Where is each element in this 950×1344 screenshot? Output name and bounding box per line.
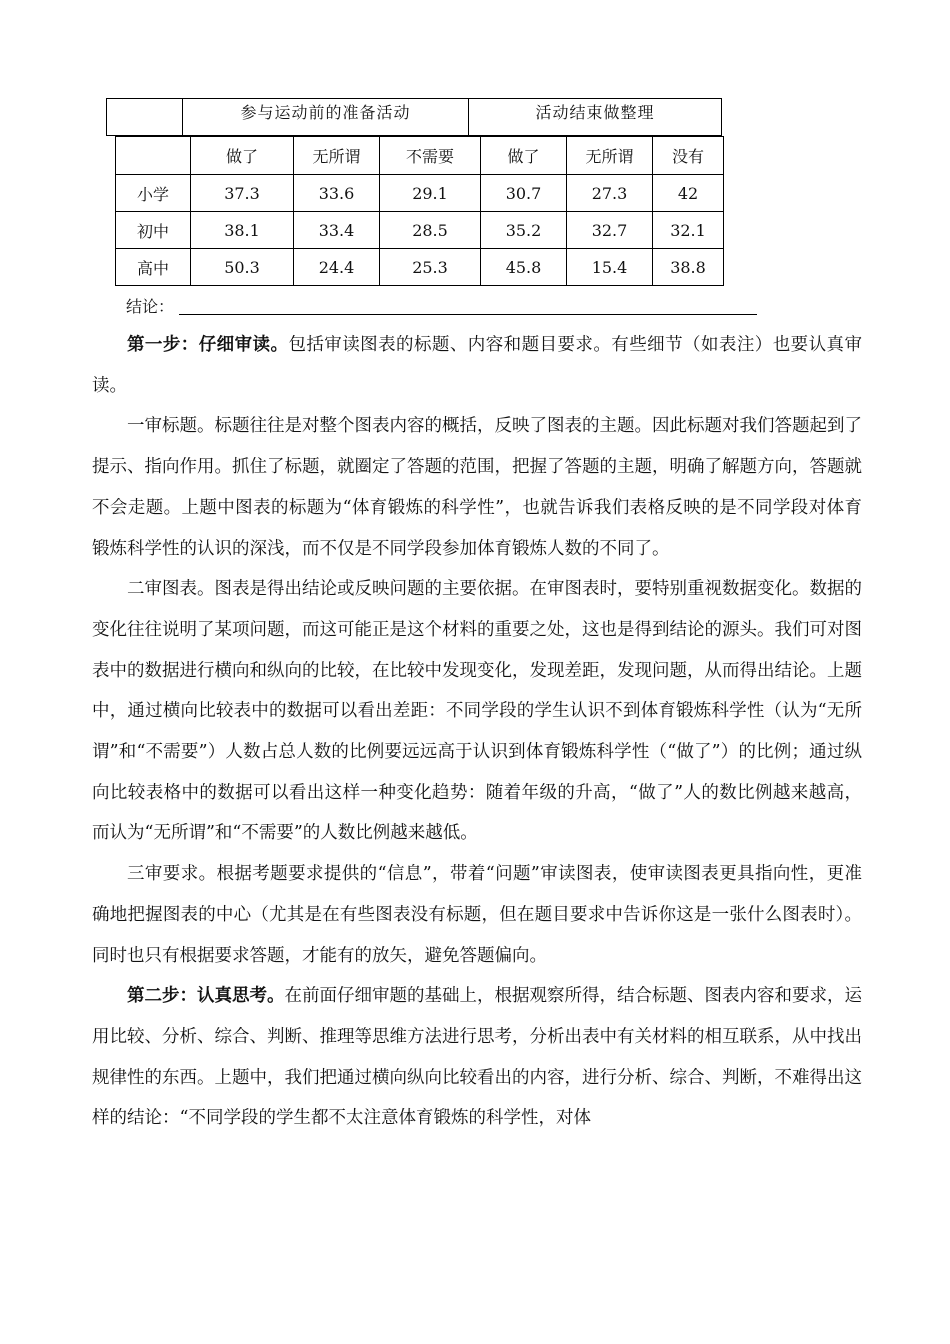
table-cell: 50.3 [191,249,294,286]
table-group-header-warmup: 参与运动前的准备活动 [183,99,469,135]
paragraph-lead: 第二步：认真思考。 [127,986,285,1007]
table-cell: 38.8 [653,249,724,286]
table-cell: 29.1 [380,175,481,212]
table-cell: 32.7 [567,212,653,249]
table-group-header-cooldown: 活动结束做整理 [535,103,655,122]
survey-table [115,136,724,286]
paragraph-lead: 第一步：仔细审读。 [127,335,289,355]
table-subheader-cell: 不需要 [380,137,481,175]
table-cell: 33.4 [294,212,380,249]
table-row [116,249,724,286]
table-corner-cell [116,137,191,175]
paragraph-step-two [92,976,862,1139]
table-row-label: 初中 [116,212,191,249]
table-row-label: 高中 [116,249,191,286]
conclusion-line [126,292,766,318]
table-subheader-cell: 无所谓 [294,137,380,175]
table-cell: 45.8 [481,249,567,286]
table-cell: 35.2 [481,212,567,249]
table-row [116,175,724,212]
table-group-header-row [106,98,722,136]
table-cell: 37.3 [191,175,294,212]
paragraph-review-chart [92,569,862,854]
table-subheader-cell: 无所谓 [567,137,653,175]
table-cell: 30.7 [481,175,567,212]
paragraph-text: 一审标题。标题往往是对整个图表内容的概括，反映了图表的主题。因此标题对我们答题起到了提示、指向作用。抓住了标题，就圈定了答题的范围，把握了答题的主题，明确了解题方向，答题就不会走题。上题中图表的标题为“体育锻炼的科学性”，也就告诉我们表格反映的是不同学段对体育锻炼科学性的认识的深浅，而不仅是不同学段参加体育锻炼人数的不同了。 [92,416,862,559]
conclusion-label: 结论： [126,297,175,316]
table-cell: 15.4 [567,249,653,286]
table-cell: 33.6 [294,175,380,212]
table-row-label: 小学 [116,175,191,212]
paragraph-text: 包括审读图表的标题、内容和题目要求。有些细节（如表注）也要认真审读。 [92,335,862,396]
table-subheader-row [116,137,724,175]
paragraph-review-title [92,406,862,569]
answer-blank-line [179,314,757,315]
table-cell: 38.1 [191,212,294,249]
table-subheader-cell: 做了 [191,137,294,175]
table-cell: 42 [653,175,724,212]
table-cell: 24.4 [294,249,380,286]
paragraph-step-one [92,325,862,406]
table-cell: 28.5 [380,212,481,249]
table-header-blank-cell [107,99,183,135]
paragraph-text: 三审要求。根据考题要求提供的“信息”，带着“问题”审读图表，使审读图表更具指向性，更准确地把握图表的中心（尤其是在有些图表没有标题，但在题目要求中告诉你这是一张什么图表时）。同时也只有根据要求答题，才能有的放矢，避免答题偏向。 [92,864,862,966]
table-cell: 27.3 [567,175,653,212]
body-text [92,325,862,1139]
table-subheader-cell: 做了 [481,137,567,175]
table-row [116,212,724,249]
paragraph-text: 在前面仔细审题的基础上，根据观察所得，结合标题、图表内容和要求，运用比较、分析、综合、判断、推理等思维方法进行思考，分析出表中有关材料的相互联系，从中找出规律性的东西。上题中，我们把通过横向纵向比较看出的内容，进行分析、综合、判断，不难得出这样的结论：“不同学段的学生都不太注意体育锻炼的科学性，对体 [92,986,862,1129]
table-cell: 25.3 [380,249,481,286]
table-subheader-cell: 没有 [653,137,724,175]
paragraph-review-requirements [92,854,862,976]
table-cell: 32.1 [653,212,724,249]
paragraph-text: 二审图表。图表是得出结论或反映问题的主要依据。在审图表时，要特别重视数据变化。数据的变化往往说明了某项问题，而这可能正是这个材料的重要之处，这也是得到结论的源头。我们可对图表中的数据进行横向和纵向的比较，在比较中发现变化，发现差距，发现问题，从而得出结论。上题中，通过横向比较表中的数据可以看出差距：不同学段的学生认识不到体育锻炼科学性（认为“无所谓”和“不需要”）人数占总人数的比例要远远高于认识到体育锻炼科学性（“做了”）的比例；通过纵向比较表格中的数据可以看出这样一种变化趋势：随着年级的升高，“做了”人的数比例越来越高，而认为“无所谓”和“不需要”的人数比例越来越低。 [92,579,862,844]
